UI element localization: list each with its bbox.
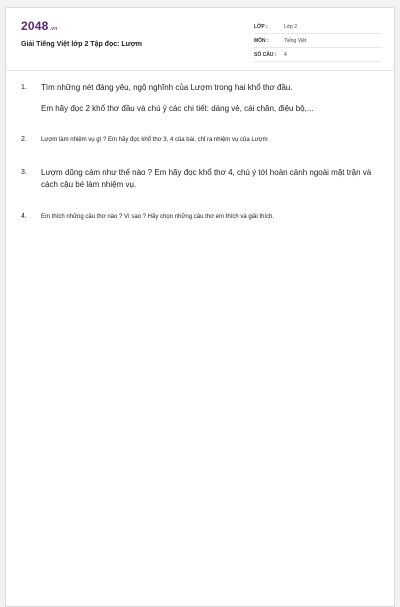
meta-row-question-count <box>254 49 382 62</box>
question-text: Lượm làm nhiệm vụ gì ? Em hãy đọc khổ thơ 3, 4 của bài, chỉ ra nhiệm vụ của Lượm <box>41 137 268 143</box>
meta-value: Lớp 2 <box>284 24 298 30</box>
meta-label: SỐ CÂU : <box>254 52 277 58</box>
meta-row-subject <box>254 35 382 48</box>
question-text: Lượm dũng cảm như thế nào ? Em hãy đọc khổ thơ 4, chú ý tới hoàn cảnh ngoài mặt trận và cách cậu bé làm nhiệm vụ. <box>41 168 372 189</box>
question-number: 1. <box>21 84 27 91</box>
document-sheet <box>5 7 395 607</box>
question-body <box>41 167 376 200</box>
meta-value: Tiếng Việt <box>284 38 307 44</box>
question-number: 4. <box>21 213 27 220</box>
question-number: 3. <box>21 169 27 176</box>
question-body <box>41 212 376 231</box>
question-hint: Em hãy đọc 2 khổ thơ đầu và chú ý các chi tiết: dáng vẻ, cái chân, điệu bộ,... <box>41 104 314 113</box>
meta-value: 4 <box>284 52 287 58</box>
document-title: Giải Tiếng Việt lớp 2 Tập đọc: Lượm <box>21 41 142 48</box>
question-text: Tìm những nét đáng yêu, ngộ nghĩnh của Lượm trong hai khổ thơ đầu. <box>41 83 293 92</box>
meta-label: MÔN : <box>254 38 269 44</box>
document-header <box>6 8 394 71</box>
meta-label: LỚP : <box>254 24 268 30</box>
logo-suffix: .vn <box>49 26 58 32</box>
logo-main: 2048 <box>21 19 49 33</box>
question-number: 2. <box>21 136 27 143</box>
meta-row-class <box>254 21 382 34</box>
question-body <box>41 82 376 124</box>
question-body <box>41 135 376 154</box>
question-text: Em thích những câu thơ nào ? Vì sao ? Hãy chọn những câu thơ em thích và giải thích. <box>41 214 275 220</box>
site-logo[interactable] <box>21 19 57 33</box>
